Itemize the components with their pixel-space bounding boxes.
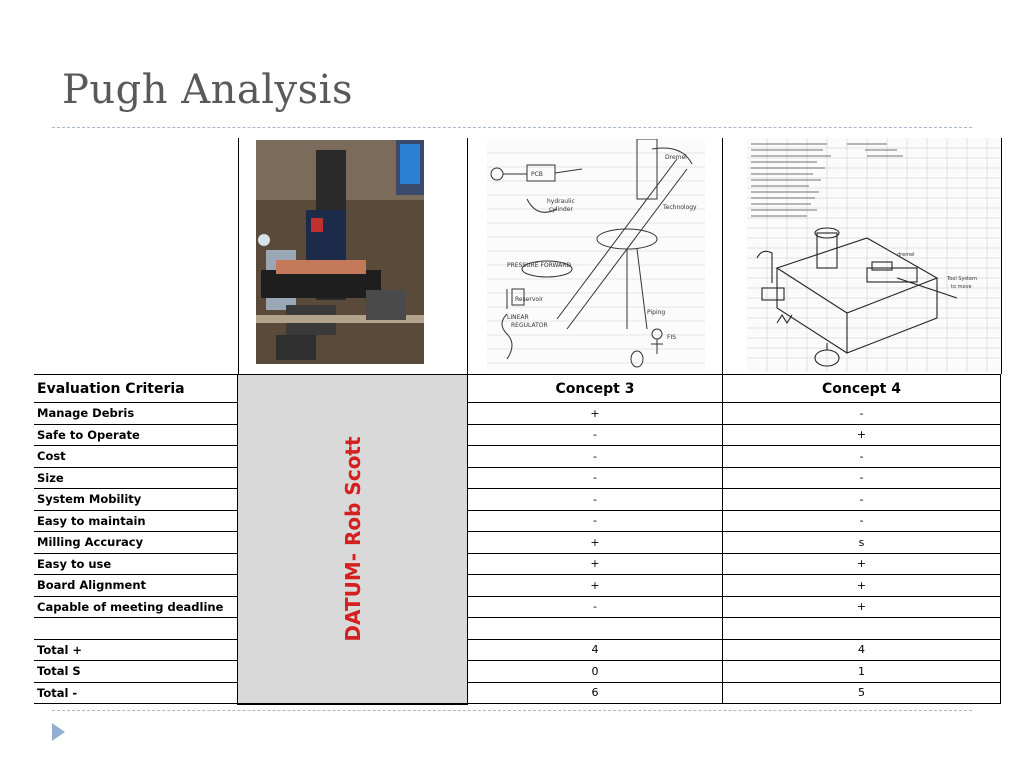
concept4-score: - [723, 403, 1001, 425]
total-label: Total S [34, 661, 238, 683]
datum-photo-cell [238, 138, 468, 374]
slide-title: Pugh Analysis [62, 67, 353, 113]
concept4-score: - [723, 467, 1001, 489]
svg-text:FIS: FIS [667, 334, 677, 341]
criterion-label: Board Alignment [34, 575, 238, 597]
total-row [34, 661, 1001, 683]
concept3-total: 6 [468, 682, 723, 704]
concept4-sketch [747, 138, 1001, 372]
datum-label: DATUM- Rob Scott [340, 436, 365, 642]
total-label: Total - [34, 682, 238, 704]
table-row [34, 553, 1001, 575]
concept4-sketch-cell [722, 138, 1002, 374]
concept3-score: - [468, 424, 723, 446]
svg-text:Reservoir: Reservoir [515, 296, 544, 303]
concept3-header: Concept 3 [468, 375, 723, 403]
table-row [34, 575, 1001, 597]
criterion-label [34, 618, 238, 640]
concept3-total: 4 [468, 639, 723, 661]
concept3-score: - [468, 446, 723, 468]
total-row [34, 682, 1001, 704]
concept3-score: + [468, 553, 723, 575]
svg-text:LINEAR: LINEAR [507, 314, 529, 321]
title-divider [52, 127, 972, 128]
criterion-label: Milling Accuracy [34, 532, 238, 554]
milling-machine-photo [256, 140, 424, 364]
svg-text:Dremel: Dremel [665, 154, 687, 161]
criterion-label: Easy to maintain [34, 510, 238, 532]
table-row [34, 510, 1001, 532]
table-row [34, 489, 1001, 511]
concept3-score: + [468, 532, 723, 554]
datum-column [238, 375, 468, 704]
table-row [34, 424, 1001, 446]
criteria-header: Evaluation Criteria [34, 375, 238, 403]
concept3-score: + [468, 403, 723, 425]
concept3-total: 0 [468, 661, 723, 683]
concept4-total: 4 [723, 639, 1001, 661]
svg-text:to move: to move [951, 284, 972, 290]
concept4-score: s [723, 532, 1001, 554]
concept4-score: - [723, 489, 1001, 511]
svg-text:Tool System: Tool System [947, 276, 977, 282]
criterion-label: System Mobility [34, 489, 238, 511]
criterion-label: Safe to Operate [34, 424, 238, 446]
concept3-score: - [468, 596, 723, 618]
concept3-score: - [468, 467, 723, 489]
table-row [34, 467, 1001, 489]
concept3-score: + [468, 575, 723, 597]
concept4-score: - [723, 446, 1001, 468]
criterion-label: Cost [34, 446, 238, 468]
concept4-score: + [723, 553, 1001, 575]
concept4-score [723, 618, 1001, 640]
concept3-sketch [487, 139, 705, 371]
table-row [34, 532, 1001, 554]
concept4-score: + [723, 596, 1001, 618]
concept4-header: Concept 4 [723, 375, 1001, 403]
svg-text:dremel: dremel [897, 252, 915, 258]
slide-bullet-arrow-icon [52, 723, 65, 741]
table-row [34, 446, 1001, 468]
concept3-score: - [468, 510, 723, 532]
total-label: Total + [34, 639, 238, 661]
table-header-row [34, 375, 1001, 403]
pugh-matrix-table [34, 374, 1001, 705]
table-row [34, 596, 1001, 618]
svg-text:cylinder: cylinder [549, 206, 573, 213]
svg-text:PCB: PCB [531, 171, 543, 178]
svg-text:PRESSURE FORWARD: PRESSURE FORWARD [507, 262, 572, 269]
table-row [34, 403, 1001, 425]
concept4-total: 1 [723, 661, 1001, 683]
total-row [34, 639, 1001, 661]
criterion-label: Manage Debris [34, 403, 238, 425]
criterion-label: Capable of meeting deadline [34, 596, 238, 618]
concept4-total: 5 [723, 682, 1001, 704]
concept3-score [468, 618, 723, 640]
svg-text:Piping: Piping [647, 309, 666, 316]
table-row-spacer [34, 618, 1001, 640]
concept4-score: + [723, 575, 1001, 597]
concept3-sketch-cell [467, 138, 723, 374]
concept4-score: + [723, 424, 1001, 446]
concept3-score: - [468, 489, 723, 511]
criterion-label: Size [34, 467, 238, 489]
svg-text:Technology: Technology [663, 204, 697, 211]
svg-text:hydraulic: hydraulic [547, 198, 575, 205]
criterion-label: Easy to use [34, 553, 238, 575]
concept4-score: - [723, 510, 1001, 532]
footer-divider [52, 710, 972, 711]
svg-text:REGULATOR: REGULATOR [511, 322, 548, 329]
